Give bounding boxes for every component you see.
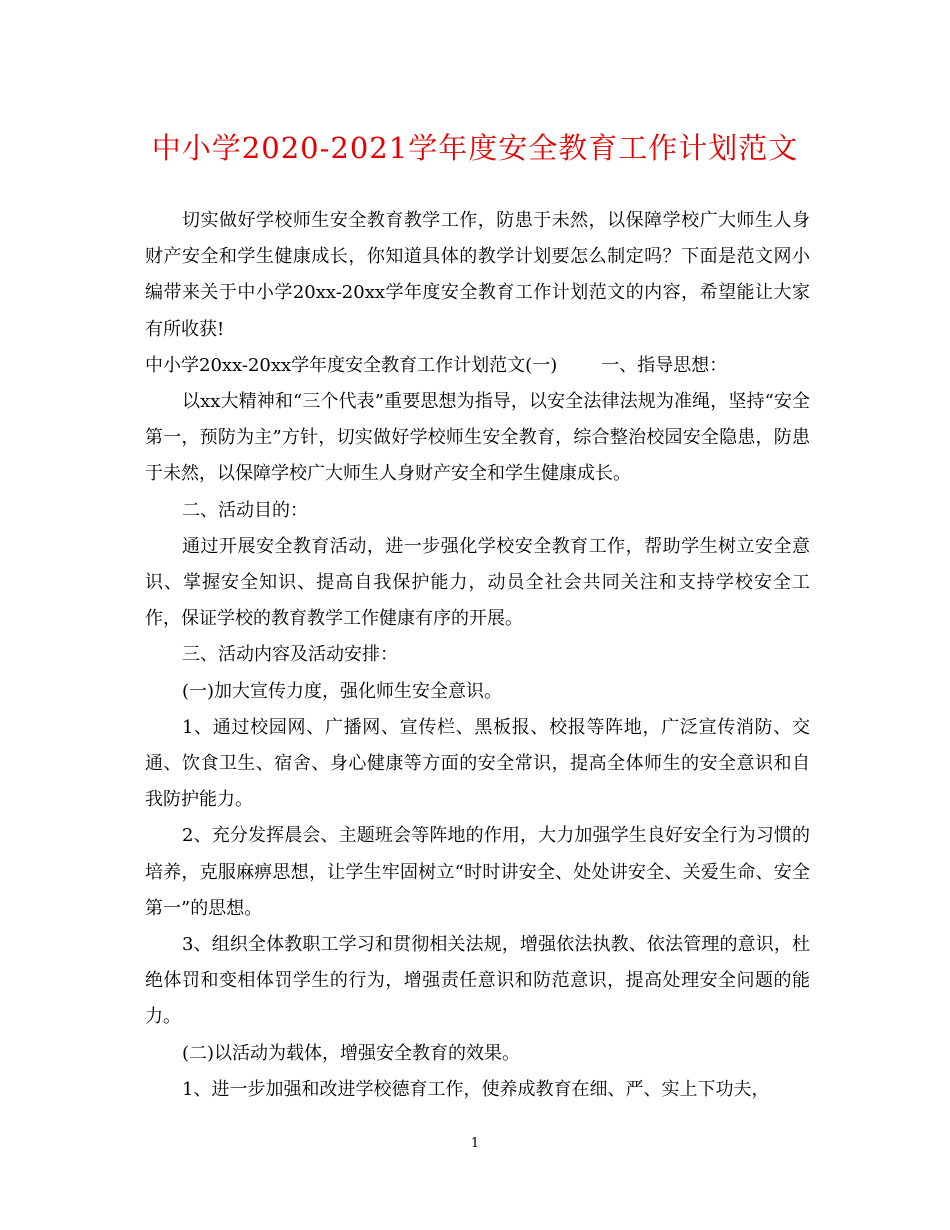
section-heading-2: 二、活动目的：	[182, 499, 308, 521]
sub-heading-1: (一)加大宣传力度，强化师生安全意识。	[182, 680, 503, 702]
subtitle-text: 中小学20xx-20xx学年度安全教育工作计划范文(一)	[145, 354, 558, 376]
paragraph-guiding-ideas: 以xx大精神和“三个代表”重要思想为指导，以安全法律法规为准绳，坚持“安全第一，预防为主”方针，切实做好学校师生安全教育，综合整治校园安全隐患，防患于未然，以保障学校广大师生人身财产安全和学生健康成长。	[145, 391, 810, 485]
subtitle-line	[145, 348, 810, 384]
page-number: 1	[470, 1136, 480, 1151]
section-heading-1: 一、指导思想：	[601, 354, 728, 376]
paragraph-purpose: 通过开展安全教育活动，进一步强化学校安全教育工作，帮助学生树立安全意识、掌握安全知识、提高自我保护能力，动员全社会共同关注和支持学校安全工作，保证学校的教育教学工作健康有序的开展。	[145, 535, 810, 630]
document-title: 中小学2020-2021学年度安全教育工作计划范文	[151, 131, 799, 165]
section-heading-3: 三、活动内容及活动安排：	[182, 644, 398, 666]
list-item: 2、充分发挥晨会、主题班会等阵地的作用，大力加强学生良好安全行为习惯的培养，克服麻痹思想，让学生牢固树立“时时讲安全、处处讲安全、关爱生命、安全第一”的思想。	[145, 825, 810, 919]
intro-paragraph: 切实做好学校师生安全教育教学工作，防患于未然，以保障学校广大师生人身财产安全和学生健康成长，你知道具体的教学计划要怎么制定吗？下面是范文网小编带来关于中小学20xx-20xx学年度安全教育工作计划范文的内容，希望能让大家有所收获!	[145, 210, 810, 340]
sub-heading-2: (二)以活动为载体，增强安全教育的效果。	[182, 1042, 521, 1064]
list-item: 3、组织全体教职工学习和贯彻相关法规，增强依法执教、依法管理的意识，杜绝体罚和变相体罚学生的行为，增强责任意识和防范意识，提高处理安全问题的能力。	[145, 934, 810, 1028]
list-item: 1、进一步加强和改进学校德育工作，使养成教育在细、严、实上下功夫，	[182, 1078, 770, 1100]
document-body	[145, 203, 810, 1108]
list-item: 1、通过校园网、广播网、宣传栏、黑板报、校报等阵地，广泛宣传消防、交通、饮食卫生、宿舍、身心健康等方面的安全常识，提高全体师生的安全意识和自我防护能力。	[145, 716, 810, 811]
